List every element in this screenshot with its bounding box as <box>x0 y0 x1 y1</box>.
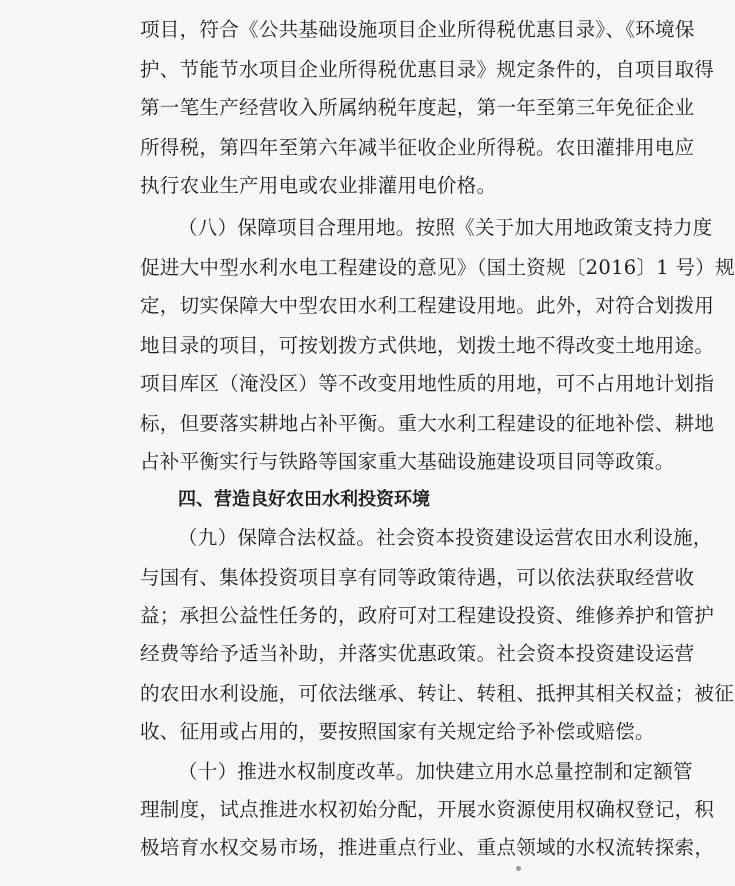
body-text-line: 理制度，试点推进水权初始分配，开展水资源使用权确权登记，积 <box>140 798 715 821</box>
paper-speck <box>516 866 521 871</box>
body-text-line: 标，但要落实耕地占补平衡。重大水利工程建设的征地补偿、耕地 <box>140 412 715 435</box>
body-text-line: 促进大中型水利水电工程建设的意见》（国土资规〔2016〕1 号）规 <box>140 256 735 279</box>
body-text-line: 经费等给予适当补助，并落实优惠政策。社会资本投资建设运营 <box>140 642 695 665</box>
body-text-line: 定，切实保障大中型农田水利工程建设用地。此外，对符合划拨用 <box>140 294 715 317</box>
body-text-line: 与国有、集体投资项目享有同等政策待遇，可以依法获取经营收 <box>140 566 695 589</box>
body-text-line: 益；承担公益性任务的，政府可对工程建设投资、维修养护和管护 <box>140 604 715 627</box>
body-text-line: （十）推进水权制度改革。加快建立用水总量控制和定额管 <box>178 760 693 783</box>
body-text-line: （九）保障合法权益。社会资本投资建设运营农田水利设施， <box>178 526 713 549</box>
body-text-line: 地目录的项目，可按划拨方式供地，划拨土地不得改变土地用途。 <box>140 334 715 357</box>
body-text-line: 项目库区（淹没区）等不改变用地性质的用地，可不占用地计划指 <box>140 372 715 395</box>
body-text-line: 极培育水权交易市场，推进重点行业、重点领域的水权流转探索， <box>140 836 715 859</box>
body-text-line: 护、节能节水项目企业所得税优惠目录》规定条件的，自项目取得 <box>140 58 715 81</box>
body-text-line: （八）保障项目合理用地。按照《关于加大用地政策支持力度 <box>178 216 713 239</box>
body-text-line: 项目，符合《公共基础设施项目企业所得税优惠目录》、《环境保 <box>140 18 695 41</box>
body-text-line: 占补平衡实行与铁路等国家重大基础设施建设项目同等政策。 <box>140 450 675 473</box>
section-heading: 四、营造良好农田水利投资环境 <box>178 489 430 510</box>
body-text-line: 的农田水利设施，可依法继承、转让、转租、抵押其相关权益；被征 <box>140 682 735 705</box>
body-text-line: 第一笔生产经营收入所属纳税年度起，第一年至第三年免征企业 <box>140 96 695 119</box>
body-text-line: 执行农业生产用电或农业排灌用电价格。 <box>140 174 497 197</box>
body-text-line: 收、征用或占用的，要按照国家有关规定给予补偿或赔偿。 <box>140 720 655 743</box>
body-text-line: 所得税，第四年至第六年减半征收企业所得税。农田灌排用电应 <box>140 136 695 159</box>
